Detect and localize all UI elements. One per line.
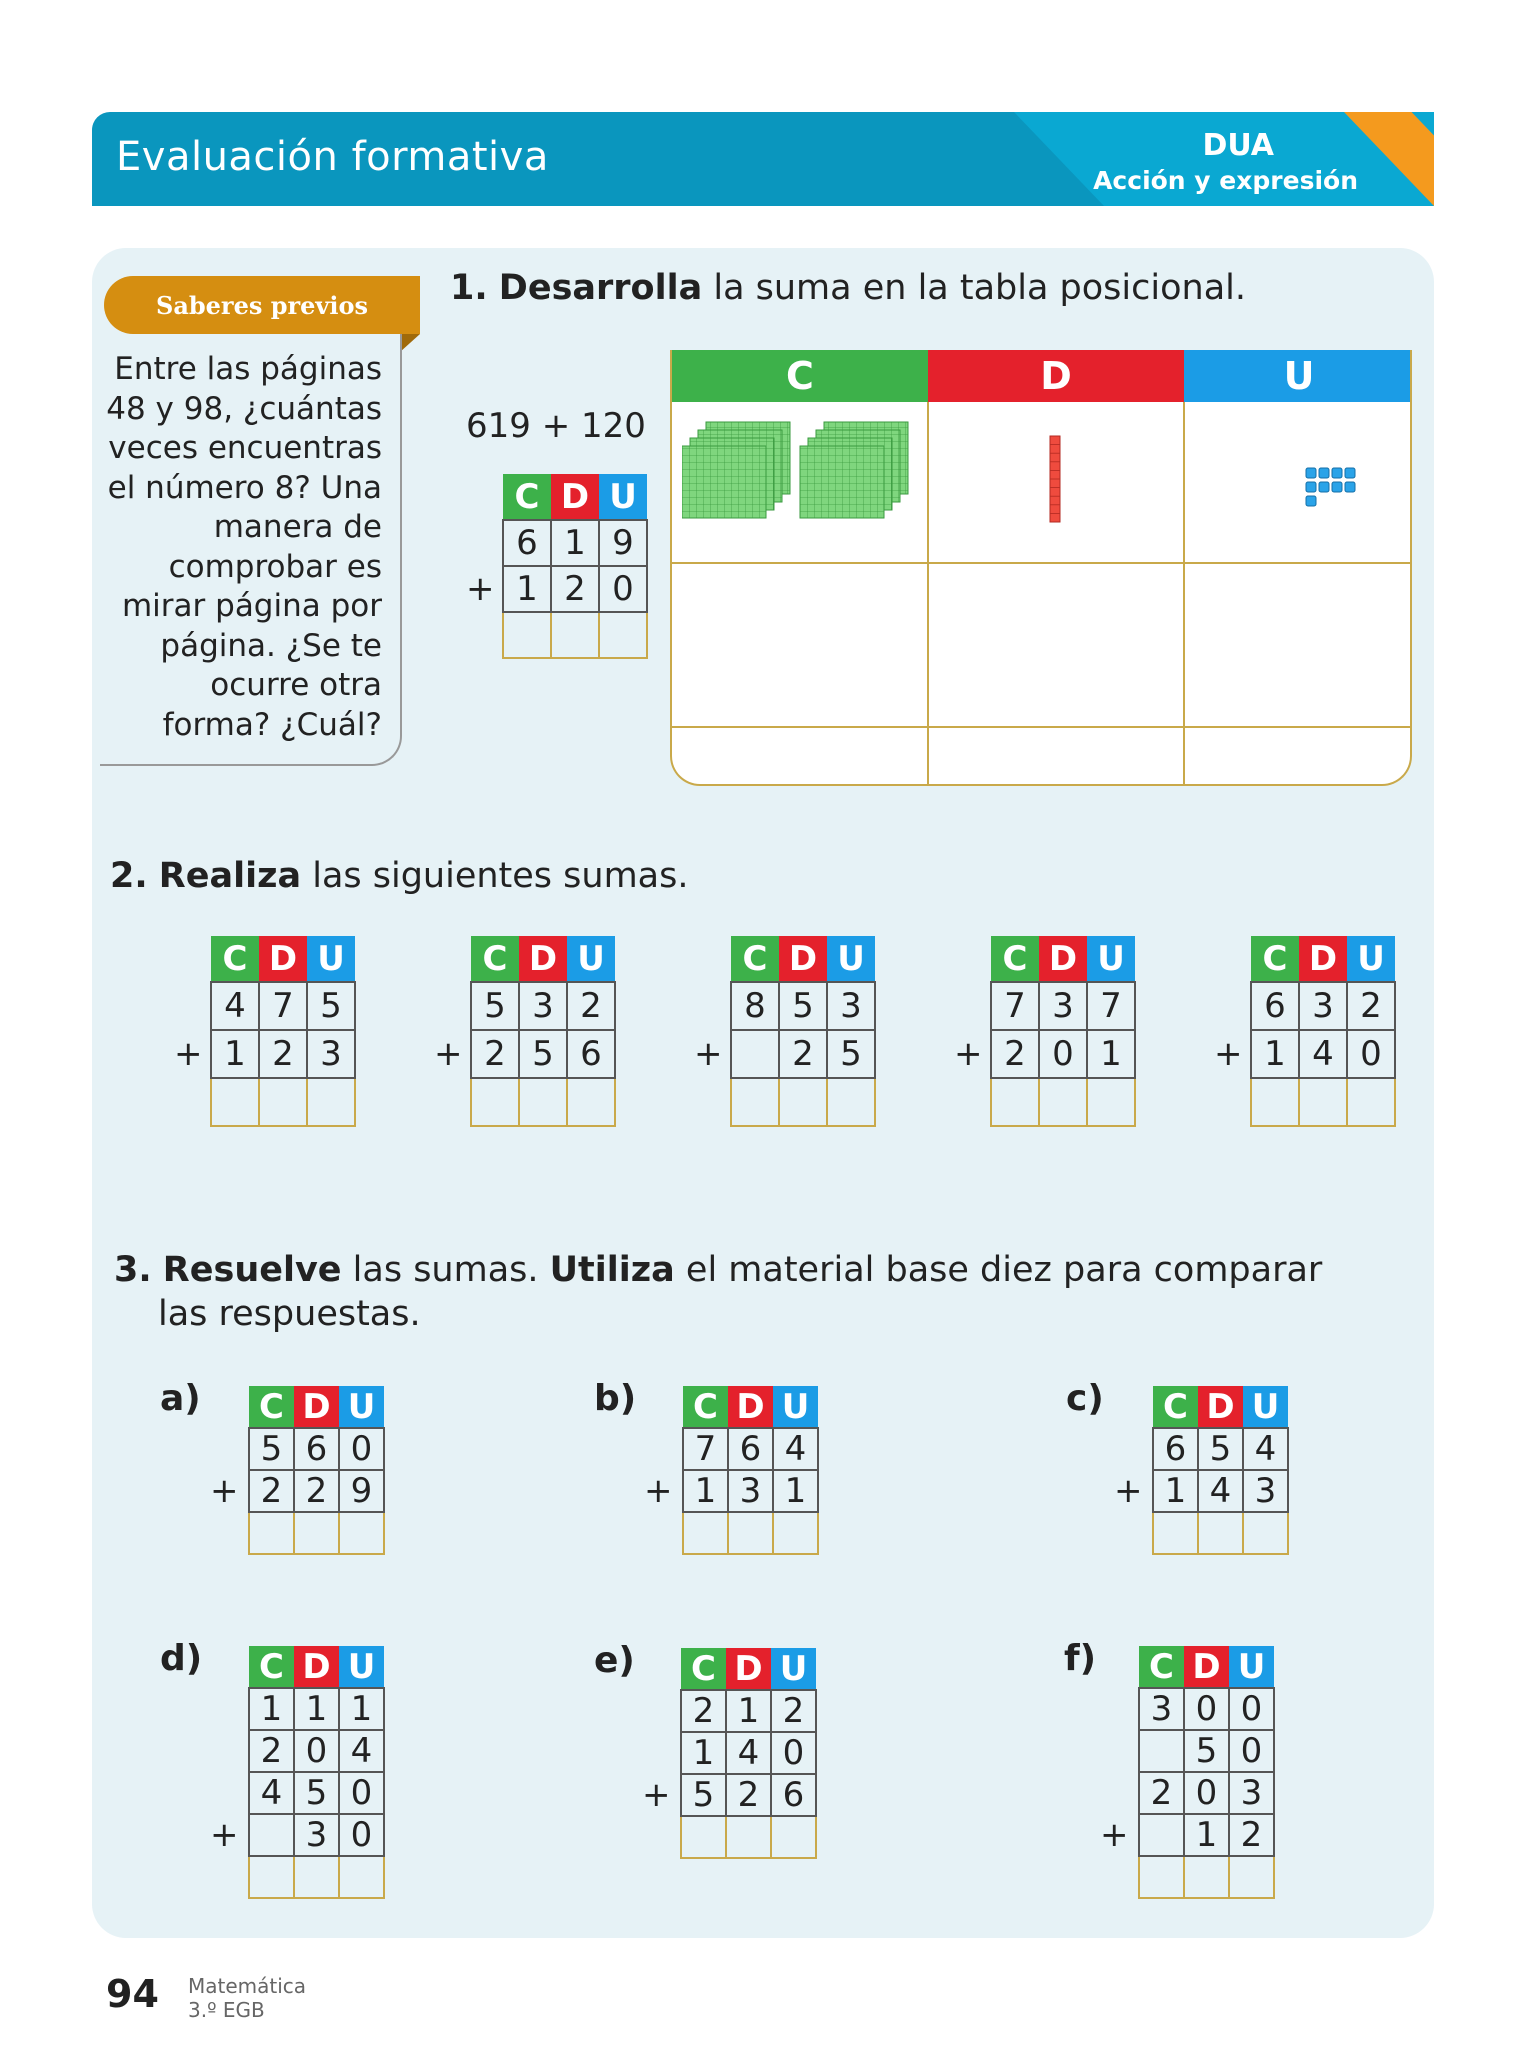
digit-cell: 1 [339, 1688, 384, 1730]
answer-cell[interactable] [211, 1078, 259, 1126]
digit-cell: 2 [1229, 1814, 1274, 1856]
digit-cell: 1 [211, 1030, 259, 1078]
digit-cell: 8 [731, 982, 779, 1030]
digit-cell: 2 [249, 1470, 294, 1512]
digit-cell: 4 [211, 982, 259, 1030]
digit-cell: 7 [1087, 982, 1135, 1030]
grid-header: D [728, 1386, 773, 1428]
plus-sign: + [434, 1034, 463, 1074]
digit-cell: 2 [567, 982, 615, 1030]
answer-cell[interactable] [1184, 1856, 1229, 1898]
digit-cell: 2 [249, 1730, 294, 1772]
grid-header: C [211, 936, 259, 982]
saberes-previos-tag: Saberes previos [104, 276, 420, 334]
q3-bold1: Resuelve [162, 1250, 342, 1290]
saberes-text: Entre las páginas 48 y 98, ¿cuántas veces encuentras el número 8? Una manera de comprobar es mirar página por página. ¿Se te ocurre otra forma? ¿Cuál? [106, 351, 382, 743]
cdu-grid [990, 936, 1136, 1127]
grid-header: C [731, 936, 779, 982]
digit-cell: 5 [779, 982, 827, 1030]
dua-subtitle: Acción y expresión [1093, 166, 1358, 195]
grid-header: C [249, 1386, 294, 1428]
section-header [92, 112, 1434, 206]
digit-cell: 6 [503, 520, 551, 566]
answer-cell[interactable] [681, 1816, 726, 1858]
cdu-grid [1250, 936, 1396, 1127]
digit-cell: 4 [249, 1772, 294, 1814]
page-number: 94 [106, 1972, 159, 2016]
digit-cell: 5 [519, 1030, 567, 1078]
digit-cell: 6 [567, 1030, 615, 1078]
dua-title: DUA [1202, 128, 1274, 163]
digit-cell: 6 [771, 1774, 816, 1816]
q3-mid: las sumas. [341, 1250, 550, 1290]
plus-sign: + [642, 1775, 671, 1815]
plus-sign: + [210, 1471, 239, 1511]
digit-cell: 6 [1153, 1428, 1198, 1470]
digit-cell: 3 [1299, 982, 1347, 1030]
digit-cell [1139, 1730, 1184, 1772]
digit-cell: 1 [1087, 1030, 1135, 1078]
digit-cell: 5 [1184, 1730, 1229, 1772]
digit-cell: 3 [294, 1814, 339, 1856]
q3-rest: el material base diez para comparar [674, 1250, 1323, 1290]
digit-cell: 5 [827, 1030, 875, 1078]
digit-cell: 1 [294, 1688, 339, 1730]
digit-cell: 3 [307, 1030, 355, 1078]
digit-cell [1139, 1814, 1184, 1856]
digit-cell: 3 [1243, 1470, 1288, 1512]
answer-cell[interactable] [773, 1512, 818, 1554]
q1-number: 1. [450, 268, 488, 308]
digit-cell: 1 [503, 566, 551, 612]
problem-label: f) [1064, 1638, 1097, 1679]
digit-cell: 4 [1299, 1030, 1347, 1078]
ten-rod [1048, 434, 1064, 526]
q1-rest: la suma en la tabla posicional. [702, 268, 1247, 308]
table-divider [927, 402, 929, 786]
digit-cell: 0 [294, 1730, 339, 1772]
grid-header: D [551, 474, 599, 520]
digit-cell: 9 [339, 1470, 384, 1512]
hundred-block [682, 422, 790, 518]
q2-bold: Realiza [158, 856, 302, 896]
grid-header: C [1251, 936, 1299, 982]
answer-cell[interactable] [1299, 1078, 1347, 1126]
grade-label: 3.º EGB [188, 1998, 265, 2022]
plus-sign: + [644, 1471, 673, 1511]
answer-cell[interactable] [1087, 1078, 1135, 1126]
positional-table [670, 350, 1412, 786]
grid-header: D [1184, 1646, 1229, 1688]
answer-cell[interactable] [731, 1078, 779, 1126]
table-header-c: C [672, 350, 928, 402]
digit-cell: 1 [683, 1470, 728, 1512]
grid-header: D [1299, 936, 1347, 982]
digit-cell: 0 [1039, 1030, 1087, 1078]
answer-cell[interactable] [294, 1856, 339, 1898]
answer-cell[interactable] [249, 1856, 294, 1898]
grid-header: D [519, 936, 567, 982]
digit-cell: 5 [249, 1428, 294, 1470]
grid-header: D [1039, 936, 1087, 982]
grid-header: D [1198, 1386, 1243, 1428]
digit-cell: 5 [1198, 1428, 1243, 1470]
answer-cell[interactable] [339, 1856, 384, 1898]
answer-cell[interactable] [779, 1078, 827, 1126]
digit-cell: 0 [599, 566, 647, 612]
hundreds-blocks [682, 420, 922, 530]
answer-cell[interactable] [1251, 1078, 1299, 1126]
q3-bold2: Utiliza [549, 1250, 675, 1290]
answer-cell[interactable] [259, 1078, 307, 1126]
grid-header: C [503, 474, 551, 520]
digit-cell: 3 [519, 982, 567, 1030]
digit-cell: 1 [1184, 1814, 1229, 1856]
answer-cell[interactable] [599, 612, 647, 658]
digit-cell: 4 [1243, 1428, 1288, 1470]
problem-label: e) [594, 1640, 635, 1681]
answer-cell[interactable] [1039, 1078, 1087, 1126]
grid-header: U [599, 474, 647, 520]
digit-cell: 6 [728, 1428, 773, 1470]
digit-cell: 0 [339, 1772, 384, 1814]
plus-sign: + [466, 569, 495, 609]
digit-cell: 1 [726, 1690, 771, 1732]
plus-sign: + [210, 1815, 239, 1855]
answer-cell[interactable] [567, 1078, 615, 1126]
answer-cell[interactable] [771, 1816, 816, 1858]
grid-header: C [991, 936, 1039, 982]
grid-header: U [771, 1648, 816, 1690]
question-2-title [110, 856, 689, 896]
grid-header: C [249, 1646, 294, 1688]
plus-sign: + [174, 1034, 203, 1074]
cdu-grid [248, 1386, 385, 1555]
plus-sign: + [954, 1034, 983, 1074]
digit-cell: 0 [339, 1814, 384, 1856]
section-title: Evaluación formativa [116, 134, 549, 180]
digit-cell: 3 [1229, 1772, 1274, 1814]
answer-cell[interactable] [1243, 1512, 1288, 1554]
cdu-grid [680, 1648, 817, 1859]
answer-cell[interactable] [1198, 1512, 1243, 1554]
cdu-grid [470, 936, 616, 1127]
plus-sign: + [1214, 1034, 1243, 1074]
grid-header: C [1153, 1386, 1198, 1428]
digit-cell: 5 [681, 1774, 726, 1816]
answer-cell[interactable] [991, 1078, 1039, 1126]
answer-cell[interactable] [294, 1512, 339, 1554]
q2-rest: las siguientes sumas. [301, 856, 689, 896]
grid-header: U [1243, 1386, 1288, 1428]
digit-cell: 2 [259, 1030, 307, 1078]
q3-number: 3. [114, 1250, 152, 1290]
digit-cell: 2 [1347, 982, 1395, 1030]
digit-cell: 6 [1251, 982, 1299, 1030]
digit-cell: 0 [1229, 1730, 1274, 1772]
answer-cell[interactable] [1153, 1512, 1198, 1554]
digit-cell: 3 [827, 982, 875, 1030]
grid-header: U [827, 936, 875, 982]
digit-cell: 1 [773, 1470, 818, 1512]
digit-cell: 7 [991, 982, 1039, 1030]
answer-cell[interactable] [339, 1512, 384, 1554]
digit-cell: 4 [1198, 1470, 1243, 1512]
grid-header: U [307, 936, 355, 982]
problem-label: a) [160, 1378, 201, 1419]
digit-cell: 4 [773, 1428, 818, 1470]
hundred-block [800, 422, 908, 518]
answer-cell[interactable] [249, 1512, 294, 1554]
cdu-grid [730, 936, 876, 1127]
q3-line2: las respuestas. [158, 1294, 421, 1334]
answer-cell[interactable] [726, 1816, 771, 1858]
table-row-divider [672, 562, 1412, 564]
cdu-grid [1152, 1386, 1289, 1555]
plus-sign: + [1100, 1815, 1129, 1855]
plus-sign: + [694, 1034, 723, 1074]
grid-header: U [1087, 936, 1135, 982]
answer-cell[interactable] [728, 1512, 773, 1554]
grid-header: U [773, 1386, 818, 1428]
answer-cell[interactable] [519, 1078, 567, 1126]
digit-cell [249, 1814, 294, 1856]
unit-cubes [1304, 466, 1356, 510]
digit-cell: 0 [1184, 1688, 1229, 1730]
answer-cell[interactable] [1229, 1856, 1274, 1898]
digit-cell: 4 [726, 1732, 771, 1774]
grid-header: U [1347, 936, 1395, 982]
answer-cell[interactable] [1347, 1078, 1395, 1126]
grid-header: C [471, 936, 519, 982]
grid-header: U [567, 936, 615, 982]
digit-cell [731, 1030, 779, 1078]
digit-cell: 1 [1251, 1030, 1299, 1078]
digit-cell: 0 [1347, 1030, 1395, 1078]
digit-cell: 0 [339, 1428, 384, 1470]
grid-header: D [259, 936, 307, 982]
grid-header: C [683, 1386, 728, 1428]
q2-number: 2. [110, 856, 148, 896]
grid-header: C [1139, 1646, 1184, 1688]
digit-cell: 1 [681, 1732, 726, 1774]
digit-cell: 2 [681, 1690, 726, 1732]
digit-cell: 3 [1039, 982, 1087, 1030]
table-row-divider [672, 726, 1412, 728]
grid-header: C [681, 1648, 726, 1690]
plus-sign: + [1114, 1471, 1143, 1511]
digit-cell: 2 [471, 1030, 519, 1078]
digit-cell: 2 [726, 1774, 771, 1816]
answer-cell[interactable] [827, 1078, 875, 1126]
answer-cell[interactable] [1139, 1856, 1184, 1898]
cdu-grid [682, 1386, 819, 1555]
problem-label: c) [1066, 1378, 1104, 1419]
problem-label: b) [594, 1378, 637, 1419]
digit-cell: 3 [728, 1470, 773, 1512]
problem-label: d) [160, 1638, 203, 1679]
digit-cell: 2 [551, 566, 599, 612]
cdu-grid [1138, 1646, 1275, 1899]
table-header-d: D [928, 350, 1184, 402]
table-divider [1183, 402, 1185, 786]
answer-cell[interactable] [307, 1078, 355, 1126]
question-3-title [114, 1248, 1322, 1336]
grid-header: D [779, 936, 827, 982]
digit-cell: 7 [683, 1428, 728, 1470]
q1-bold: Desarrolla [498, 268, 703, 308]
grid-header: U [339, 1646, 384, 1688]
grid-header: D [294, 1386, 339, 1428]
digit-cell: 1 [1153, 1470, 1198, 1512]
digit-cell: 6 [294, 1428, 339, 1470]
question-1-title [450, 268, 1246, 308]
q1-expression: 619 + 120 [466, 406, 646, 446]
cdu-grid [502, 474, 648, 659]
grid-header: U [339, 1386, 384, 1428]
digit-cell: 0 [1229, 1688, 1274, 1730]
answer-cell[interactable] [683, 1512, 728, 1554]
digit-cell: 2 [1139, 1772, 1184, 1814]
digit-cell: 2 [771, 1690, 816, 1732]
table-header-u: U [1184, 350, 1412, 402]
digit-cell: 1 [249, 1688, 294, 1730]
grid-header: D [726, 1648, 771, 1690]
digit-cell: 5 [471, 982, 519, 1030]
digit-cell: 0 [771, 1732, 816, 1774]
answer-cell[interactable] [503, 612, 551, 658]
cdu-grid [210, 936, 356, 1127]
digit-cell: 5 [294, 1772, 339, 1814]
grid-header: U [1229, 1646, 1274, 1688]
digit-cell: 9 [599, 520, 647, 566]
cdu-grid [248, 1646, 385, 1899]
answer-cell[interactable] [471, 1078, 519, 1126]
digit-cell: 2 [991, 1030, 1039, 1078]
digit-cell: 3 [1139, 1688, 1184, 1730]
digit-cell: 4 [339, 1730, 384, 1772]
digit-cell: 2 [294, 1470, 339, 1512]
grid-header: D [294, 1646, 339, 1688]
subject-label: Matemática [188, 1974, 307, 1998]
digit-cell: 5 [307, 982, 355, 1030]
digit-cell: 1 [551, 520, 599, 566]
digit-cell: 7 [259, 982, 307, 1030]
digit-cell: 0 [1184, 1772, 1229, 1814]
answer-cell[interactable] [551, 612, 599, 658]
digit-cell: 2 [779, 1030, 827, 1078]
